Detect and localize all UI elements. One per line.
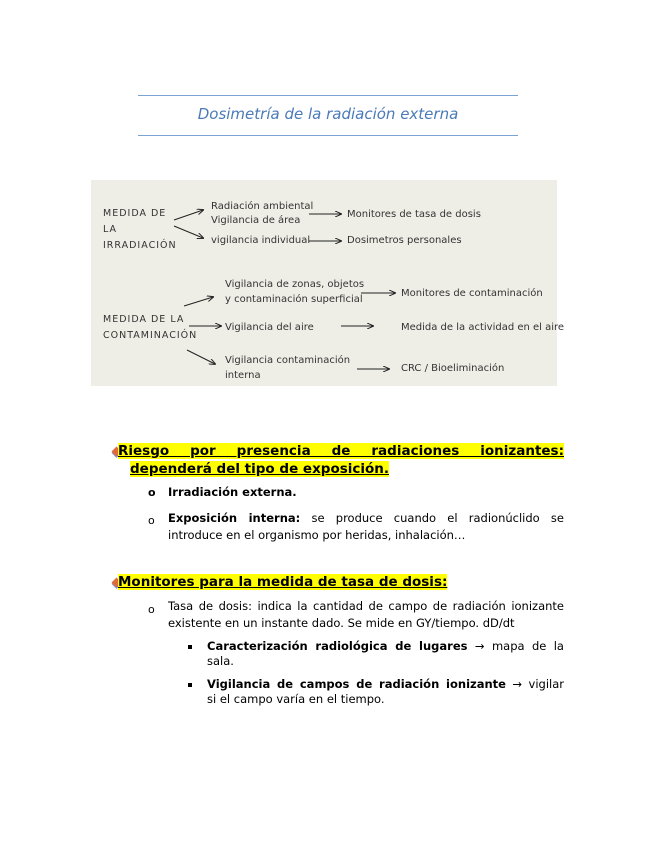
circle-bullet-icon: o [148,603,155,616]
vig-area-label: Vigilancia de área [211,215,301,226]
section1-item2-line1: Exposición interna: se produce cuando el radionúclido se [168,511,565,525]
circle-bullet-icon: o [148,514,155,527]
section2-sub1-line2: sala. [207,654,234,668]
section2-item1-line1: Tasa de dosis: indica la cantidad de campo de radiación ionizante [168,599,564,613]
vig-zonas-label: Vigilancia de zonas, objetos y contaminación superficial [225,279,365,305]
arrow-cont-up [184,297,213,306]
section1-heading-line1: Riesgo por presencia de radiaciones ionizantes: [118,443,564,459]
vig-interna-label: Vigilancia contaminación interna [225,355,351,381]
crc-label: CRC / Bioeliminación [401,363,505,374]
rad-ambiental-label: Radiación ambiental [211,201,314,212]
section1-heading-line2: dependerá del tipo de exposición. [130,461,390,477]
section2-sub2-line2: si el campo varía en el tiempo. [207,692,385,706]
section1-item2-line2: introduce en el organismo por heridas, inhalación… [168,528,466,542]
monitores-tasa-label: Monitores de tasa de dosis [347,209,481,220]
section1-item1: Irradiación externa. [168,485,297,499]
title-rule-top [138,95,518,96]
arrow-cont-down [187,350,215,364]
square-bullet-icon [188,645,192,649]
section2-sub1-line1: Caracterización radiológica de lugares → mapa de la [207,639,564,653]
page-title: Dosimetría de la radiación externa [197,105,459,123]
monitores-contaminacion-label: Monitores de contaminación [401,288,543,299]
section2-heading: Monitores para la medida de tasa de dosis: [118,574,448,590]
dosimetros-label: Dosimetros personales [347,235,462,246]
title-rule-bottom [138,135,518,136]
arrow-irr-down [174,226,203,238]
arrow-irr-up [174,210,203,220]
vig-aire-label: Vigilancia del aire [225,322,314,333]
bold-circle-bullet-icon: o [148,486,156,499]
vig-individual-label: vigilancia individual [211,235,311,246]
irradiation-group-label: MEDIDA DE LA IRRADIACIÓN [103,208,177,251]
square-bullet-icon [188,683,192,687]
section2-item1-line2: existente en un instante dado. Se mide en GY/tiempo. dD/dt [168,616,515,630]
medida-actividad-label: Medida de la actividad en el aire [401,322,565,333]
section2-sub2-line1: Vigilancia de campos de radiación ionizante → vigilar [207,677,564,691]
contamination-group-label: MEDIDA DE LA CONTAMINACIÓN [103,314,198,341]
dosimetry-diagram [91,180,565,386]
